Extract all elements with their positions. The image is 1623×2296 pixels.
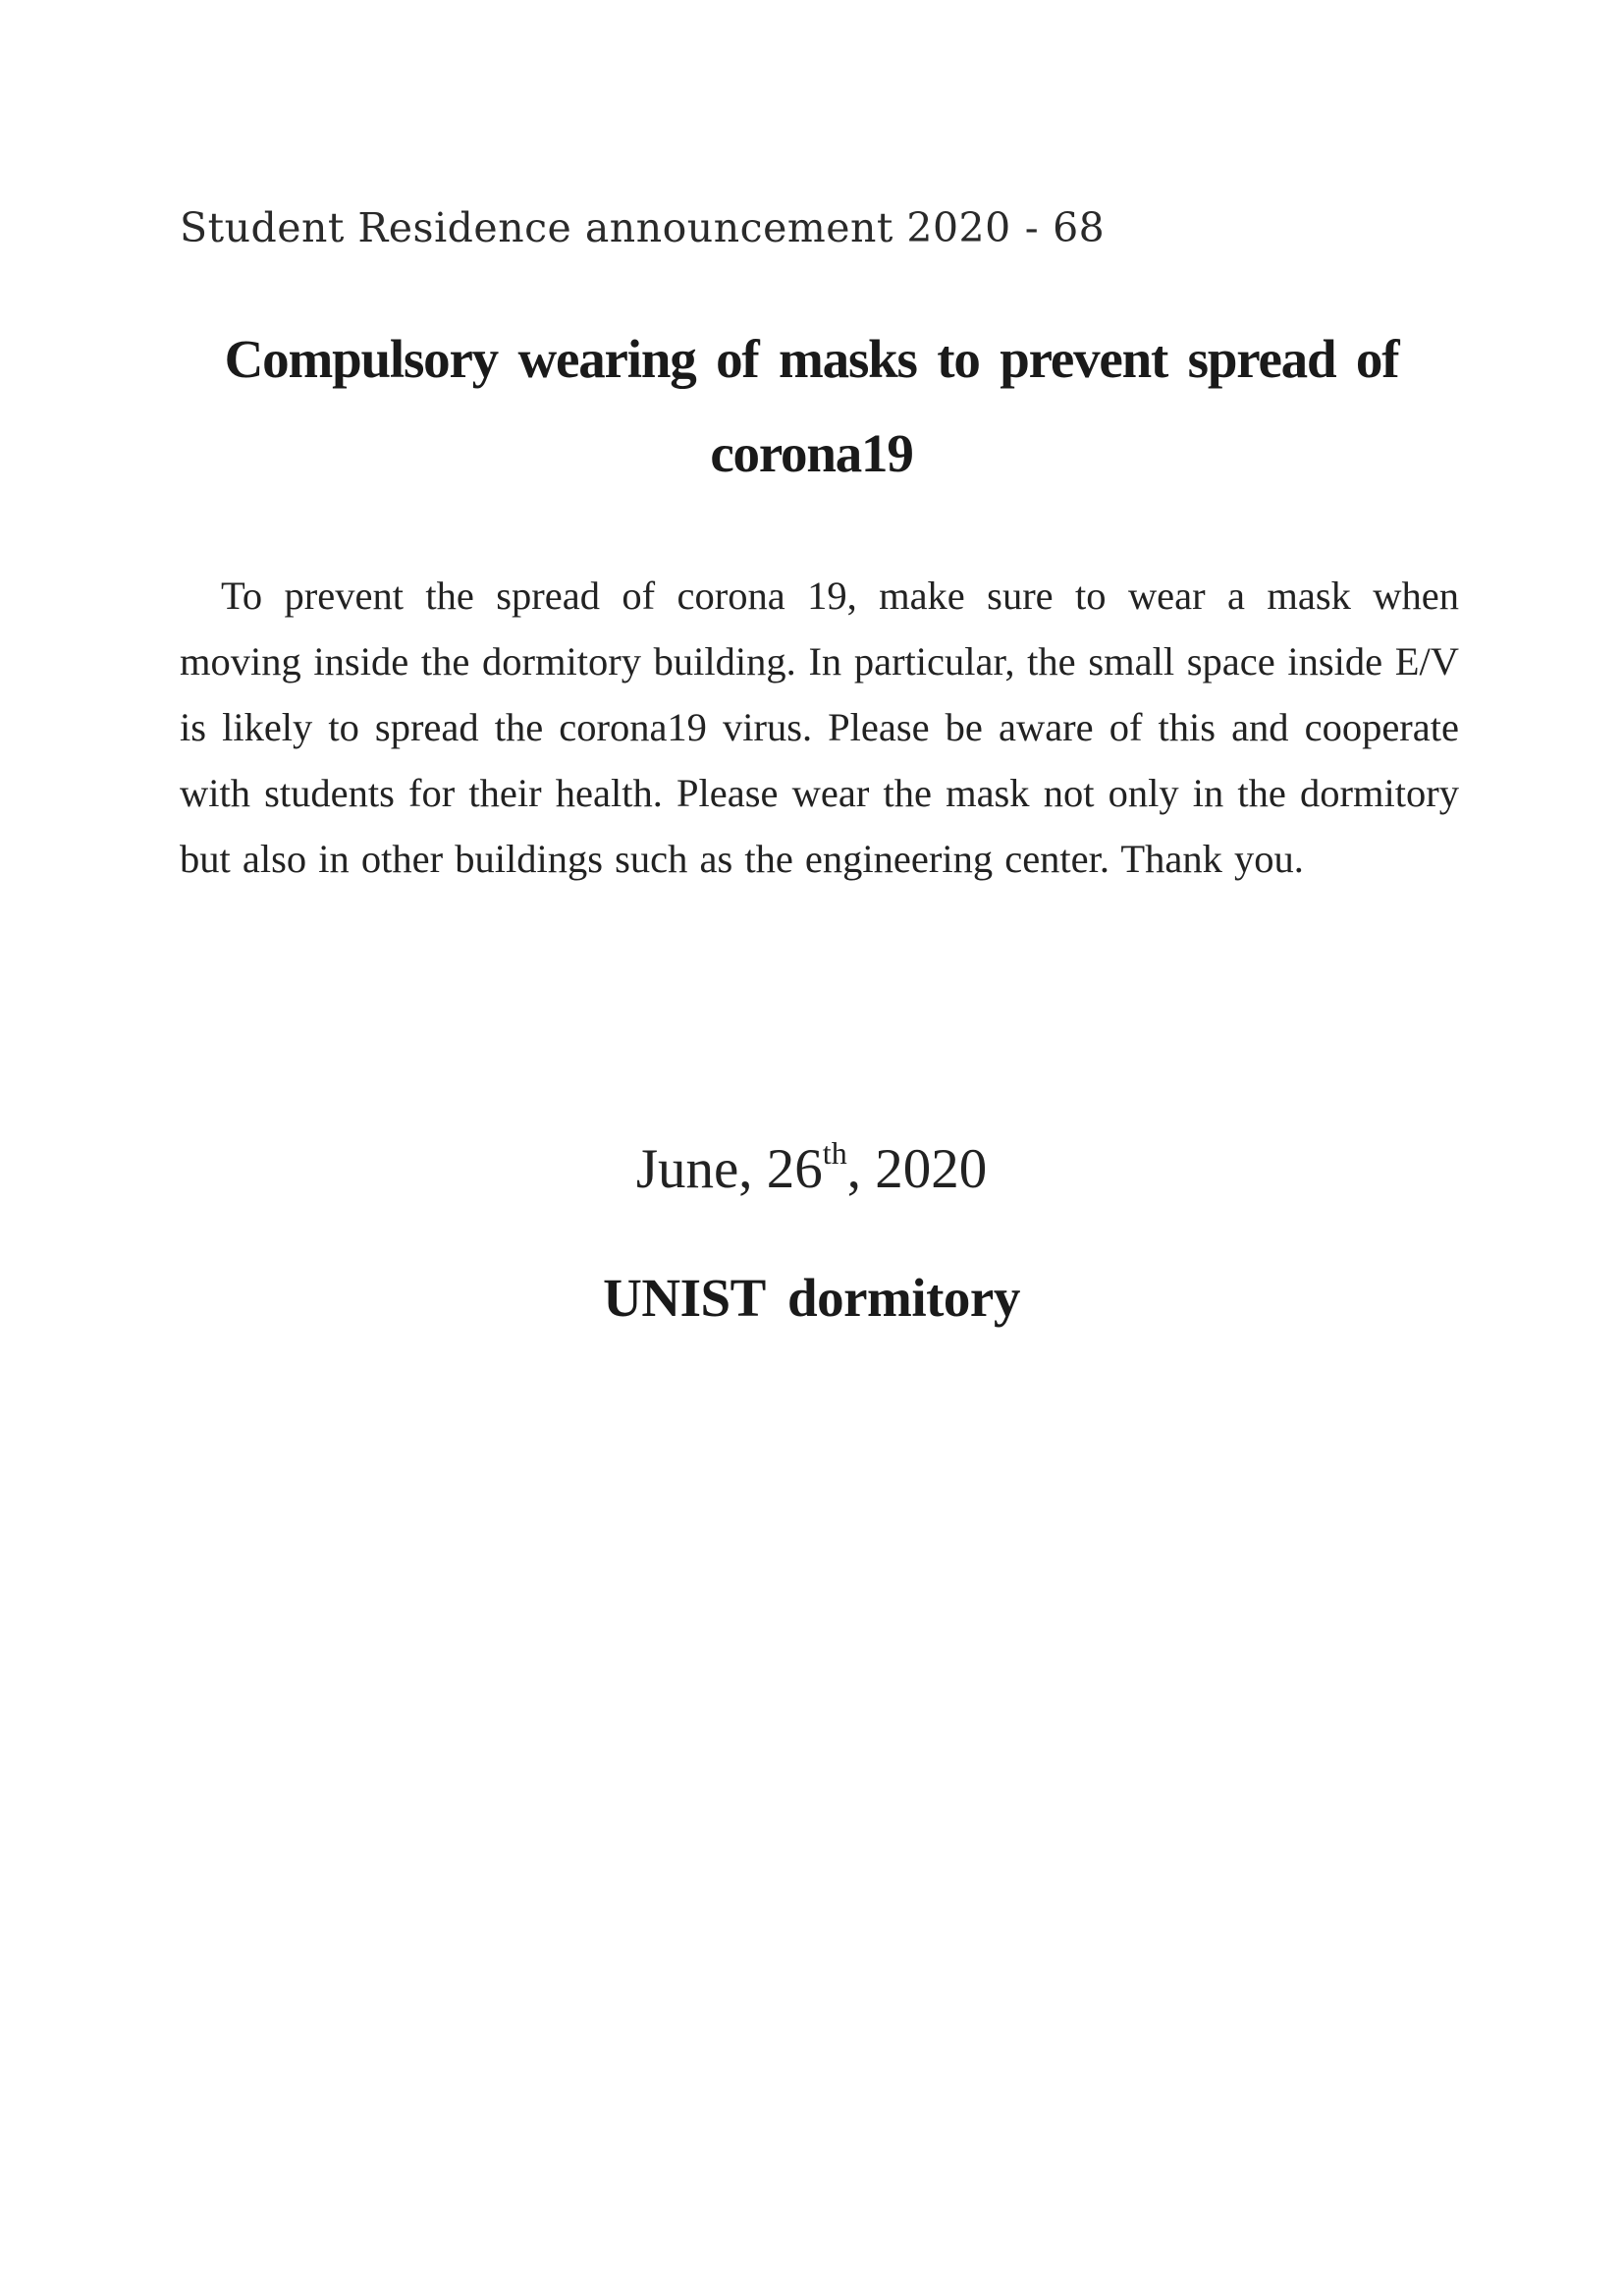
announcement-date	[0, 1137, 1623, 1201]
date-month-day: June, 26	[635, 1138, 823, 1200]
date-ordinal-suffix: th	[822, 1135, 847, 1171]
date-year: , 2020	[846, 1138, 988, 1200]
announcement-label: Student Residence announcement 2020	[180, 204, 1011, 251]
issuer-signature: UNIST dormitory	[603, 1268, 1020, 1328]
announcement-separator: -	[1024, 204, 1040, 251]
announcement-id: 68	[1053, 204, 1106, 251]
announcement-title: Compulsory wearing of masks to prevent spread of corona19	[224, 329, 1399, 483]
announcement-body: To prevent the spread of corona 19, make sure to wear a mask when moving inside the dormitory building. In particular, the small space inside E/V is likely to spread the corona19 virus. Please be aware of this and cooperate with students for their health. Please wear the mask not only in the dormitory but also in other buildings such as the engineering center. Thank you.	[180, 574, 1459, 881]
announcement-number	[180, 204, 1105, 251]
